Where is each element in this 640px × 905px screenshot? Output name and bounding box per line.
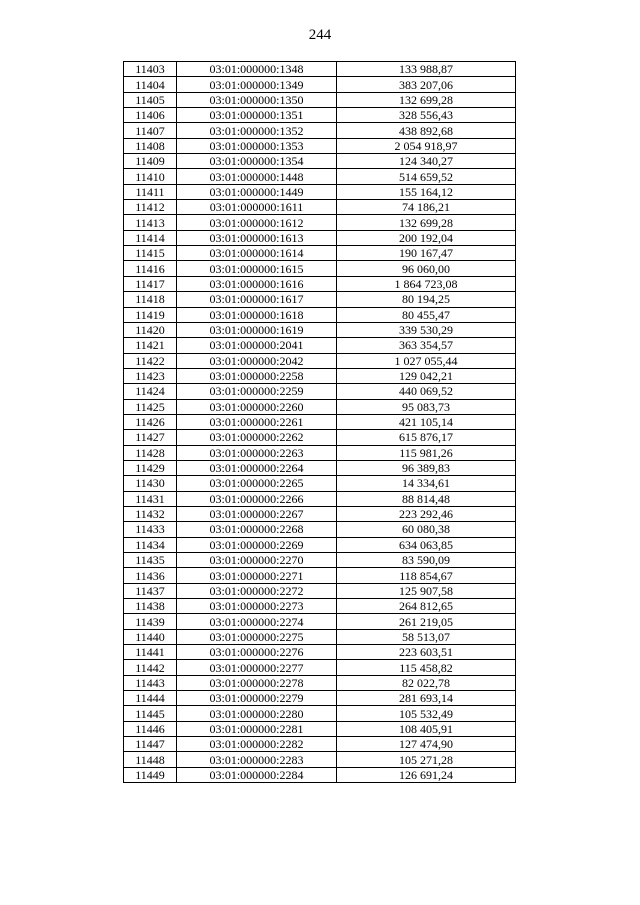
row-number-cell: 11422 [124, 353, 177, 368]
table-row [124, 138, 516, 153]
row-number-cell: 11437 [124, 583, 177, 598]
table-row [124, 230, 516, 245]
table-row [124, 506, 516, 521]
value-cell: 124 340,27 [337, 154, 516, 169]
value-cell: 127 474,90 [337, 737, 516, 752]
table-row [124, 675, 516, 690]
cadastral-number-cell: 03:01:000000:2267 [177, 506, 337, 521]
cadastral-number-cell: 03:01:000000:2266 [177, 491, 337, 506]
table-row [124, 737, 516, 752]
row-number-cell: 11447 [124, 737, 177, 752]
cadastral-number-cell: 03:01:000000:2282 [177, 737, 337, 752]
table-row [124, 599, 516, 614]
table-row [124, 292, 516, 307]
row-number-cell: 11414 [124, 230, 177, 245]
table-row [124, 491, 516, 506]
cadastral-number-cell: 03:01:000000:2279 [177, 691, 337, 706]
cadastral-number-cell: 03:01:000000:1354 [177, 154, 337, 169]
table-row [124, 553, 516, 568]
table-row [124, 261, 516, 276]
row-number-cell: 11419 [124, 307, 177, 322]
cadastral-number-cell: 03:01:000000:1617 [177, 292, 337, 307]
row-number-cell: 11448 [124, 752, 177, 767]
row-number-cell: 11427 [124, 430, 177, 445]
cadastral-number-cell: 03:01:000000:2264 [177, 460, 337, 475]
value-cell: 96 389,83 [337, 460, 516, 475]
value-cell: 328 556,43 [337, 108, 516, 123]
row-number-cell: 11425 [124, 399, 177, 414]
table-row [124, 123, 516, 138]
cadastral-number-cell: 03:01:000000:2284 [177, 767, 337, 782]
table-row [124, 767, 516, 782]
table-row [124, 353, 516, 368]
value-cell: 634 063,85 [337, 537, 516, 552]
row-number-cell: 11443 [124, 675, 177, 690]
table-row [124, 108, 516, 123]
value-cell: 126 691,24 [337, 767, 516, 782]
table-row [124, 368, 516, 383]
value-cell: 438 892,68 [337, 123, 516, 138]
value-cell: 1 027 055,44 [337, 353, 516, 368]
row-number-cell: 11440 [124, 629, 177, 644]
cadastral-number-cell: 03:01:000000:1616 [177, 276, 337, 291]
table-row [124, 92, 516, 107]
row-number-cell: 11428 [124, 445, 177, 460]
row-number-cell: 11438 [124, 599, 177, 614]
cadastral-number-cell: 03:01:000000:2041 [177, 338, 337, 353]
cadastral-number-cell: 03:01:000000:2268 [177, 522, 337, 537]
cadastral-number-cell: 03:01:000000:2273 [177, 599, 337, 614]
table-row [124, 660, 516, 675]
value-cell: 615 876,17 [337, 430, 516, 445]
row-number-cell: 11426 [124, 414, 177, 429]
value-cell: 421 105,14 [337, 414, 516, 429]
table-row [124, 322, 516, 337]
row-number-cell: 11410 [124, 169, 177, 184]
row-number-cell: 11420 [124, 322, 177, 337]
cadastral-number-cell: 03:01:000000:2283 [177, 752, 337, 767]
value-cell: 115 458,82 [337, 660, 516, 675]
row-number-cell: 11415 [124, 246, 177, 261]
value-cell: 58 513,07 [337, 629, 516, 644]
cadastral-number-cell: 03:01:000000:2269 [177, 537, 337, 552]
value-cell: 133 988,87 [337, 62, 516, 77]
cadastral-number-cell: 03:01:000000:1449 [177, 184, 337, 199]
cadastral-number-cell: 03:01:000000:2281 [177, 721, 337, 736]
row-number-cell: 11403 [124, 62, 177, 77]
row-number-cell: 11407 [124, 123, 177, 138]
row-number-cell: 11429 [124, 460, 177, 475]
row-number-cell: 11435 [124, 553, 177, 568]
cadastral-number-cell: 03:01:000000:2272 [177, 583, 337, 598]
value-cell: 383 207,06 [337, 77, 516, 92]
table-row [124, 215, 516, 230]
cadastral-number-cell: 03:01:000000:1351 [177, 108, 337, 123]
row-number-cell: 11423 [124, 368, 177, 383]
cadastral-number-cell: 03:01:000000:1350 [177, 92, 337, 107]
cadastral-number-cell: 03:01:000000:1611 [177, 200, 337, 215]
row-number-cell: 11434 [124, 537, 177, 552]
cadastral-number-cell: 03:01:000000:1348 [177, 62, 337, 77]
value-cell: 74 186,21 [337, 200, 516, 215]
row-number-cell: 11416 [124, 261, 177, 276]
row-number-cell: 11444 [124, 691, 177, 706]
table-row [124, 583, 516, 598]
row-number-cell: 11449 [124, 767, 177, 782]
cadastral-number-cell: 03:01:000000:1448 [177, 169, 337, 184]
cadastral-number-cell: 03:01:000000:2258 [177, 368, 337, 383]
row-number-cell: 11439 [124, 614, 177, 629]
value-cell: 2 054 918,97 [337, 138, 516, 153]
cadastral-number-cell: 03:01:000000:2262 [177, 430, 337, 445]
table-row [124, 752, 516, 767]
cadastral-number-cell: 03:01:000000:1352 [177, 123, 337, 138]
table-row [124, 522, 516, 537]
value-cell: 440 069,52 [337, 384, 516, 399]
cadastral-number-cell: 03:01:000000:1614 [177, 246, 337, 261]
cadastral-number-cell: 03:01:000000:2276 [177, 645, 337, 660]
table-row [124, 307, 516, 322]
row-number-cell: 11409 [124, 154, 177, 169]
data-table [123, 61, 516, 783]
value-cell: 129 042,21 [337, 368, 516, 383]
value-cell: 80 194,25 [337, 292, 516, 307]
row-number-cell: 11418 [124, 292, 177, 307]
value-cell: 82 022,78 [337, 675, 516, 690]
value-cell: 155 164,12 [337, 184, 516, 199]
table-row [124, 338, 516, 353]
table-row [124, 476, 516, 491]
cadastral-number-cell: 03:01:000000:2274 [177, 614, 337, 629]
cadastral-number-cell: 03:01:000000:2260 [177, 399, 337, 414]
row-number-cell: 11406 [124, 108, 177, 123]
cadastral-number-cell: 03:01:000000:2259 [177, 384, 337, 399]
table-row [124, 691, 516, 706]
row-number-cell: 11413 [124, 215, 177, 230]
value-cell: 125 907,58 [337, 583, 516, 598]
value-cell: 14 334,61 [337, 476, 516, 491]
cadastral-number-cell: 03:01:000000:2278 [177, 675, 337, 690]
cadastral-number-cell: 03:01:000000:2265 [177, 476, 337, 491]
value-cell: 264 812,65 [337, 599, 516, 614]
table-row [124, 614, 516, 629]
row-number-cell: 11432 [124, 506, 177, 521]
table-row [124, 200, 516, 215]
table-row [124, 414, 516, 429]
cadastral-number-cell: 03:01:000000:2271 [177, 568, 337, 583]
row-number-cell: 11408 [124, 138, 177, 153]
value-cell: 95 083,73 [337, 399, 516, 414]
value-cell: 190 167,47 [337, 246, 516, 261]
row-number-cell: 11430 [124, 476, 177, 491]
cadastral-number-cell: 03:01:000000:1613 [177, 230, 337, 245]
cadastral-number-cell: 03:01:000000:2270 [177, 553, 337, 568]
cadastral-number-cell: 03:01:000000:1618 [177, 307, 337, 322]
value-cell: 80 455,47 [337, 307, 516, 322]
table-row [124, 568, 516, 583]
cadastral-number-cell: 03:01:000000:1612 [177, 215, 337, 230]
value-cell: 108 405,91 [337, 721, 516, 736]
value-cell: 339 530,29 [337, 322, 516, 337]
value-cell: 105 271,28 [337, 752, 516, 767]
row-number-cell: 11441 [124, 645, 177, 660]
cadastral-number-cell: 03:01:000000:1619 [177, 322, 337, 337]
row-number-cell: 11411 [124, 184, 177, 199]
page-number: 244 [308, 27, 332, 43]
table-row [124, 154, 516, 169]
table-row [124, 62, 516, 77]
table-row [124, 276, 516, 291]
value-cell: 96 060,00 [337, 261, 516, 276]
value-cell: 132 699,28 [337, 92, 516, 107]
cadastral-number-cell: 03:01:000000:2263 [177, 445, 337, 460]
value-cell: 118 854,67 [337, 568, 516, 583]
row-number-cell: 11412 [124, 200, 177, 215]
table-row [124, 384, 516, 399]
table-row [124, 721, 516, 736]
table-row [124, 246, 516, 261]
value-cell: 88 814,48 [337, 491, 516, 506]
value-cell: 363 354,57 [337, 338, 516, 353]
row-number-cell: 11442 [124, 660, 177, 675]
cadastral-number-cell: 03:01:000000:2275 [177, 629, 337, 644]
value-cell: 261 219,05 [337, 614, 516, 629]
value-cell: 115 981,26 [337, 445, 516, 460]
row-number-cell: 11417 [124, 276, 177, 291]
table-row [124, 537, 516, 552]
value-cell: 60 080,38 [337, 522, 516, 537]
value-cell: 514 659,52 [337, 169, 516, 184]
cadastral-number-cell: 03:01:000000:1353 [177, 138, 337, 153]
row-number-cell: 11404 [124, 77, 177, 92]
cadastral-number-cell: 03:01:000000:2277 [177, 660, 337, 675]
row-number-cell: 11446 [124, 721, 177, 736]
row-number-cell: 11433 [124, 522, 177, 537]
value-cell: 132 699,28 [337, 215, 516, 230]
value-cell: 83 590,09 [337, 553, 516, 568]
table-body [124, 62, 516, 783]
cadastral-number-cell: 03:01:000000:1615 [177, 261, 337, 276]
value-cell: 105 532,49 [337, 706, 516, 721]
table-row [124, 460, 516, 475]
row-number-cell: 11421 [124, 338, 177, 353]
table-row [124, 645, 516, 660]
table-row [124, 445, 516, 460]
table-row [124, 169, 516, 184]
value-cell: 223 292,46 [337, 506, 516, 521]
row-number-cell: 11431 [124, 491, 177, 506]
value-cell: 223 603,51 [337, 645, 516, 660]
table-row [124, 629, 516, 644]
value-cell: 281 693,14 [337, 691, 516, 706]
value-cell: 200 192,04 [337, 230, 516, 245]
table-row [124, 430, 516, 445]
row-number-cell: 11405 [124, 92, 177, 107]
cadastral-number-cell: 03:01:000000:2280 [177, 706, 337, 721]
cadastral-number-cell: 03:01:000000:2261 [177, 414, 337, 429]
table-row [124, 77, 516, 92]
table-row [124, 706, 516, 721]
cadastral-number-cell: 03:01:000000:2042 [177, 353, 337, 368]
row-number-cell: 11436 [124, 568, 177, 583]
table-row [124, 399, 516, 414]
cadastral-number-cell: 03:01:000000:1349 [177, 77, 337, 92]
row-number-cell: 11445 [124, 706, 177, 721]
table-row [124, 184, 516, 199]
value-cell: 1 864 723,08 [337, 276, 516, 291]
row-number-cell: 11424 [124, 384, 177, 399]
